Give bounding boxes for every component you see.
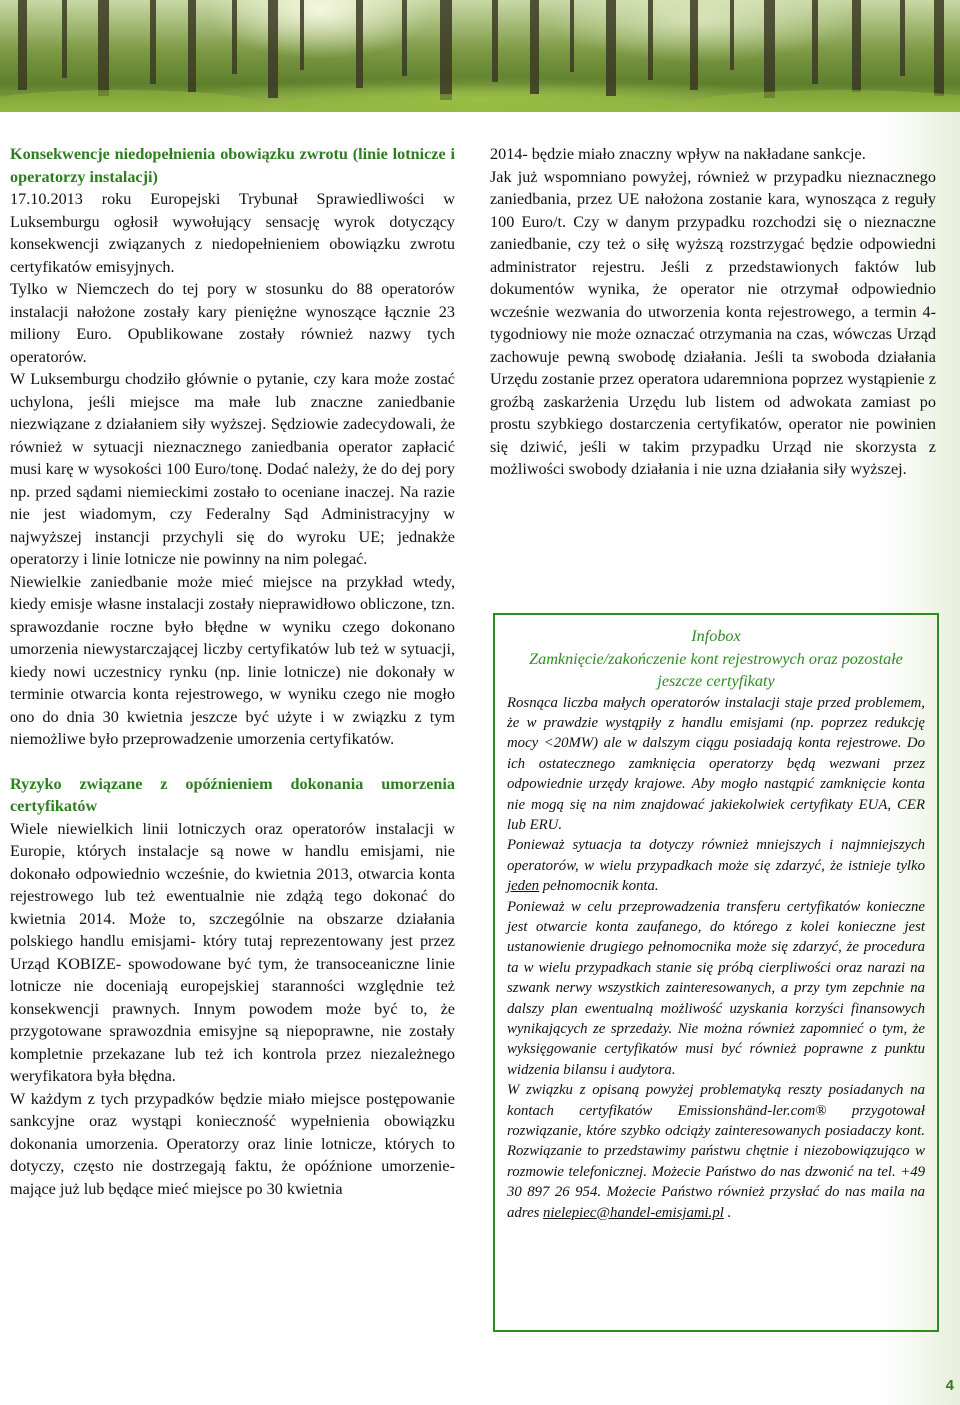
paragraph: W Luksemburgu chodziło głównie o pytanie, czy kara może zostać uchylona, jeśli miejsce ma małe lub znaczne zaniedbanie niezwiązane z działaniem siły wyższej. Sędziowie zadecydowali, że również w sytuacji nieznacznego zaniedbania operator zapłacić musi karę w wysokości 100 Euro/tonę. Dodać należy, że do dej pory np. przed sądami niemieckimi zostało to oceniane inaczej. Na razie nie jest wiadomym, czy Federalny Sąd Administracyjny w najwyższej instancji przychyli się do wyroku UE; jednakże operatorzy i linie lotnicze nie powinny na nim polegać. [10,370,455,568]
paragraph: Jak już wspomniano powyżej, również w przypadku nieznacznego zaniedbania, przez UE nałożona zostanie kara, wynosząca z reguły 100 Euro/t. Czy w danym przypadku rozchodzi się o nieznaczne zaniedbanie, czy też o siłę wyższą rozstrzygać będzie odpowiedni administrator rejestru. Jeśli z przedstawionych faktów lub dokumentów wynika, że operator nie otrzymał odpowiednio wcześnie wezwania do utworzenia konta rejestrowego, a termin 4- tygodniowy nie może oznaczać otrzymania na czas, wówczas Urząd zachowuje pewną swobodę działania. Jeśli ta swoboda działania Urzędu zostanie przez operatora udaremniona poprzez wystąpienie z groźbą zaskarżenia Urzędu lub listem od adwokata zamiast po prostu szybkiego dostarczenia certyfikatów, operator nie powinien się dziwić, jeśli w takim przypadku Urząd nie skorzysta z możliwości swobody działania i nie uzna działania siły wyższej. [490,167,936,478]
paragraph: Niewielkie zaniedbanie może mieć miejsce na przykład wtedy, kiedy emisje własne instalacji zostały nieprawidłowo obliczone, tzn. sprawozdanie roczne było błędne w wyniku czego dokonano umorzenia niewystarczającej liczby certyfikatów lub też w sytuacji, kiedy nowi uczestnicy rynku (np. linie lotnicze) nie dokonały w terminie otwarcia konta rejestrowego, w wyniku czego nie mogło ono do dnia 30 kwietnia jeszcze być użyte i w związku z tym niemożliwe było przeprowadzenie umorzenia certyfikatów. [10,572,455,748]
email-link[interactable]: nielepiec@handel-emisjami.pl [543,1204,724,1221]
infobox-paragraph [507,1080,925,1223]
infobox-paragraph: Rosnąca liczba małych operatorów instalacji staje przed problemem, że w prawdzie wystąpiły z handlu emisjami (np. poprzez redukcję mocy <20MW) ale w dalszym ciągu posiadają konta rejestrowe. Do ich ostatecznego zamknięcia operatorzy będą wezwani przez odpowiednie urzędy krajowe. Aby mogło nastąpić zamknięcie konta nie mogą się na nim znajdować jakiekolwiek certyfikaty EUA, CER lub ERU. [507,694,925,833]
section-heading-risk: Ryzyko związane z opóźnieniem dokonania umorzenia certyfikatów [10,774,455,815]
section-spacer [10,751,455,773]
paragraph: W każdym z tych przypadków będzie miało miejsce postępowanie sankcyjne oraz wystąpi konieczność wypełnienia obowiązku dokonania umorzenia. Operatorzy oraz linie lotnicze, których to dotyczy, często nie dostrzegają faktu, że opóźnione umorzenie-mające już lub będące mieć miejsce po 30 kwietnia [10,1089,455,1198]
infobox-underlined-word: jeden [507,878,540,895]
page-number: 4 [945,1377,954,1394]
infobox-subtitle: Zamknięcie/zakończenie kont rejestrowych oraz pozostałe jeszcze certyfikaty [529,649,903,690]
paragraph: Tylko w Niemczech do tej pory w stosunku do 88 operatorów instalacji nałożone zostały kary pieniężne wynoszące łącznie 23 miliony Euro. Opublikowane zostały również nazwy tych operatorów. [10,280,455,366]
infobox-paragraph [507,835,925,896]
infobox-text: pełnomocnik konta. [539,878,659,895]
infobox-text: Ponieważ sytuacja ta dotyczy również mniejszych i najmniejszych operatorów, w wielu przypadkach może się zdarzyć, że istnieje tylko [507,837,925,874]
forest-trees-illustration [0,0,960,112]
infobox-title: Infobox [691,627,741,645]
infobox-text: W związku z opisaną powyżej problematyką reszty posiadanych na kontach certyfikatów Emissionshänd-ler.com® przygotował rozwiązanie, które szybko odciąży zainteresowanych posiadaczy kont. Rozwiązanie to przedstawimy państwu chętnie i niezobowiązująco w rozmowie telefonicznej. Możecie Państwo do nas dzwonić na tel. +49 30 897 26 954. Możecie Państwo również przysłać do nas maila na adres [507,1082,925,1221]
paragraph: 2014- będzie miało znaczny wpływ na nakładane sankcje. [490,145,866,163]
infobox [493,613,939,1332]
infobox-paragraph: Ponieważ w celu przeprowadzenia transferu certyfikatów konieczne jest otwarcie konta zaufanego, do którego z kolei konieczne jest ustanowienie drugiego pełnomocnika może się zdarzyć, że procedura ta w wielu przypadkach stanie się próbą cierpliwości oraz narazi na szwank nerwy wszystkich zainteresowanych, a przy tym zepchnie na dalszy plan ewentualną możliwość uzyskania korzyści finansowych wynikających ze sprzedaży. Nie można również zapomnieć o tym, że wyksięgowanie certyfikatów musi być również poprawne z punktu widzenia bilansu i audytora. [507,898,925,1078]
section-heading-consequences: Konsekwencje niedopełnienia obowiązku zwrotu (linie lotnicze i operatorzy instalacji) [10,145,455,186]
right-column [490,143,936,481]
forest-banner-image [0,0,960,112]
infobox-text: . [723,1204,732,1221]
left-column [10,143,455,1200]
paragraph: 17.10.2013 roku Europejski Trybunał Sprawiedliwości w Luksemburgu ogłosił wywołujący sensację wyrok dotyczący konsekwencji związanych z niedopełnieniem obowiązku zwrotu certyfikatów emisyjnych. [10,190,455,276]
paragraph: Wiele niewielkich linii lotniczych oraz operatorów instalacji w Europie, których instalacje są nowe w handlu emisjami, nie dokonało odpowiednio wcześnie, do kwietnia 2013, otwarcia konta rejestrowego lub też ewentualnie nie zdążą tego dokonać do kwietnia 2014. Może to, szczególnie na obszarze działania polskiego handlu emisjami- który tutaj reprezentowany jest przez Urząd KOBIZE- spowodowane być tym, że transoceaniczne linie lotnicze nie doceniają europejskiej staranności względnie też konsekwencji prawnych. Innym powodem może być to, że przygotowane sprawozdnia emisyjne są niepoprawne, nie zostały kompletnie przekazane lub też ich kontrola przez niezależnego weryfikatora była błędna. [10,819,455,1085]
